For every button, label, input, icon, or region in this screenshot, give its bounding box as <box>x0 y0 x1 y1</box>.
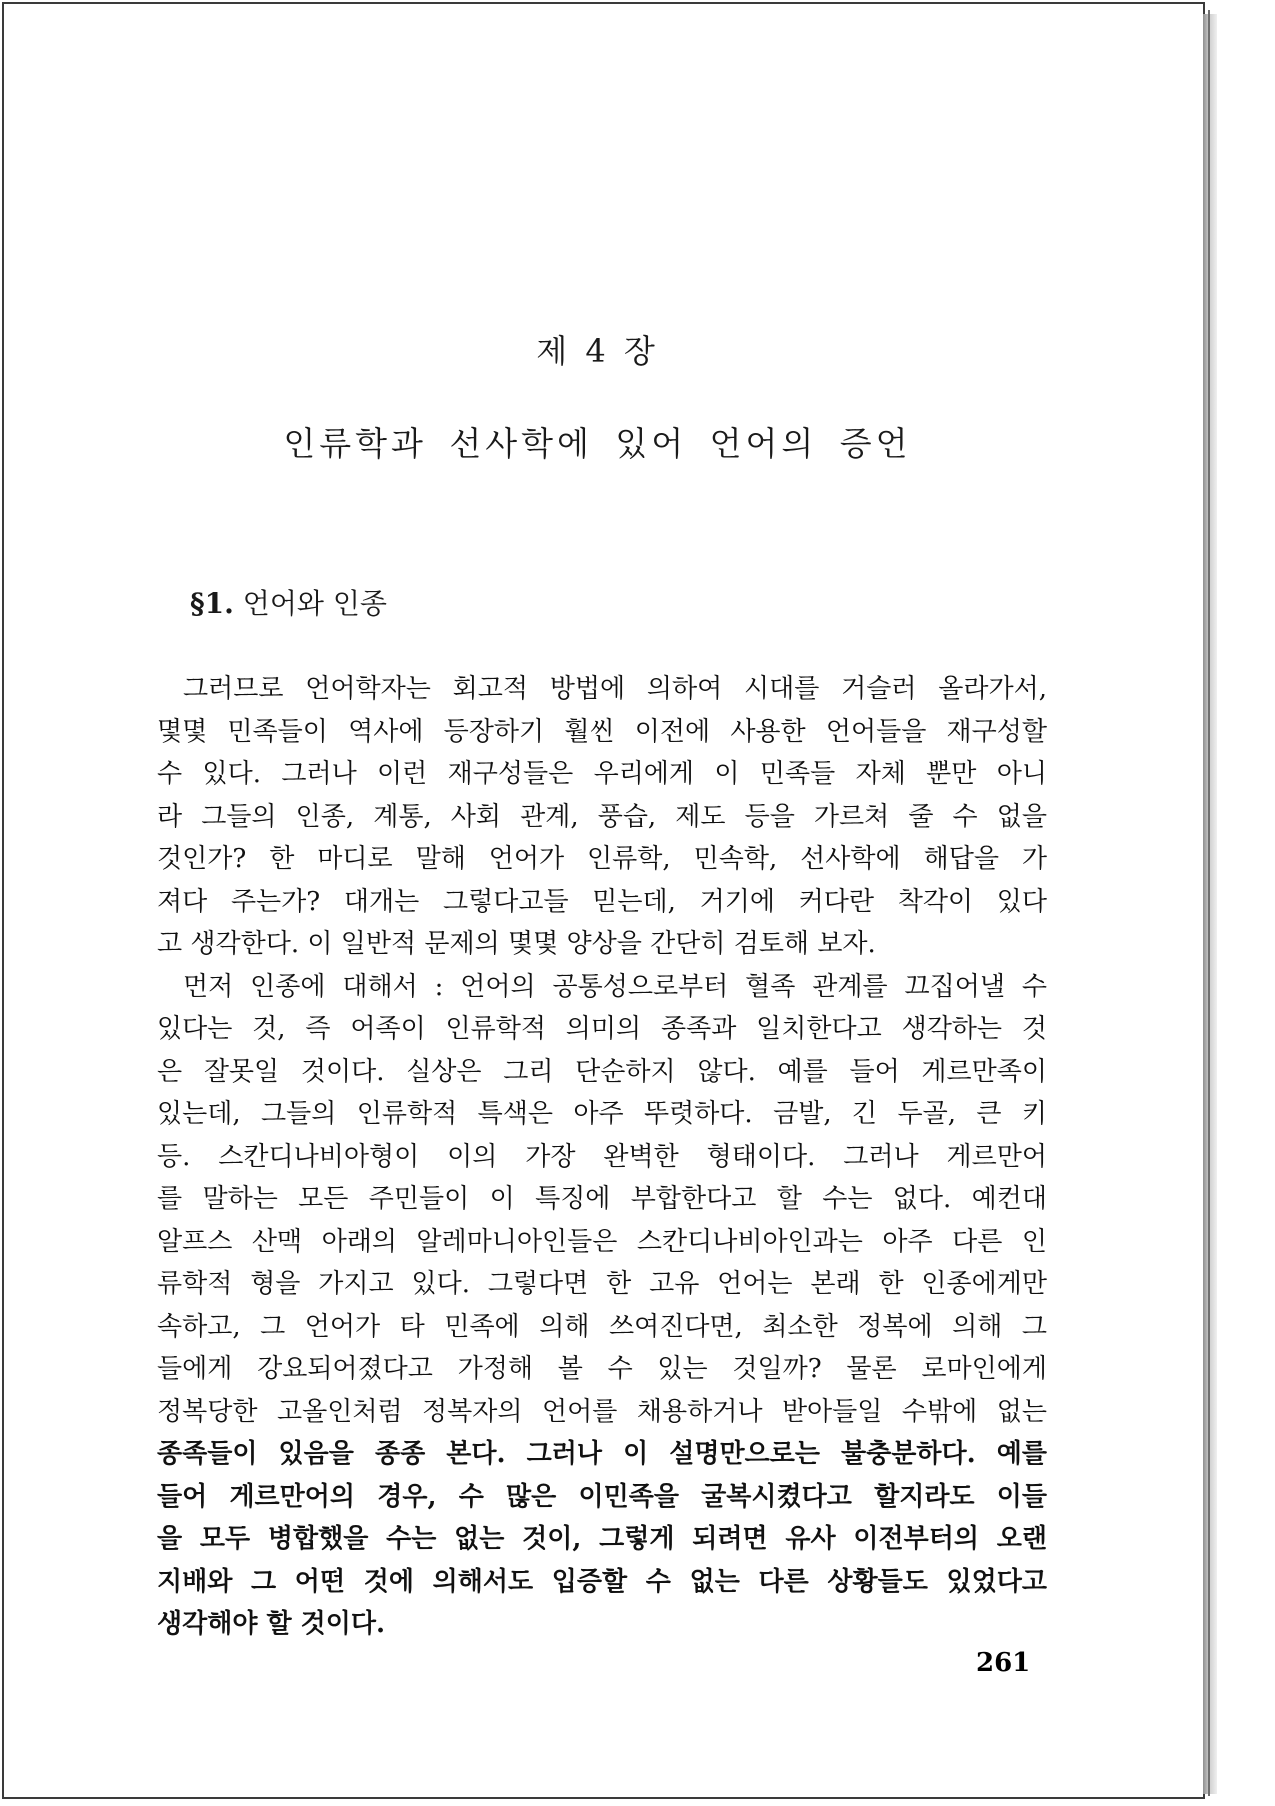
text-line: 알프스 산맥 아래의 알레마니아인들은 스칸디나비아인과는 아주 다른 인 <box>157 1226 1047 1257</box>
text-line: 생각해야 할 것이다. <box>157 1609 386 1639</box>
text-line: 라 그들의 인종, 계통, 사회 관계, 풍습, 제도 등을 가르쳐 줄 수 없을 <box>157 801 1047 832</box>
text-line: 먼저 인종에 대해서 : 언어의 공통성으로부터 혈족 관계를 끄집어낼 수 <box>183 971 1047 1002</box>
text-line: 고 생각한다. 이 일반적 문제의 몇몇 양상을 간단히 검토해 보자. <box>157 929 876 959</box>
page-number: 261 <box>976 1648 1031 1678</box>
chapter-number: 제 4 장 <box>536 332 659 370</box>
text-line: 지배와 그 어떤 것에 의해서도 입증할 수 없는 다른 상황들도 있었다고 <box>157 1566 1047 1597</box>
text-line: 을 모두 병합했을 수는 없는 것이, 그렇게 되려면 유사 이전부터의 오랜 <box>157 1524 1047 1554</box>
section-mark: §1. <box>190 587 234 620</box>
body-text <box>157 668 1047 1646</box>
text-line: 몇몇 민족들이 역사에 등장하기 훨씬 이전에 사용한 언어들을 재구성할 <box>157 716 1047 747</box>
text-line: 정복당한 고올인처럼 정복자의 언어를 채용하거나 받아들일 수밖에 없는 <box>157 1396 1047 1427</box>
text-line: 것인가? 한 마디로 말해 언어가 인류학, 민속학, 선사학에 해답을 가 <box>157 844 1047 874</box>
text-line: 등. 스칸디나비아형이 이의 가장 완벽한 형태이다. 그러나 게르만어 <box>157 1141 1047 1172</box>
text-line: 를 말하는 모든 주민들이 이 특징에 부합한다고 할 수는 없다. 예컨대 <box>157 1184 1047 1214</box>
text-line: 져다 주는가? 대개는 그렇다고들 믿는데, 거기에 커다란 착각이 있다 <box>157 886 1047 917</box>
page-edge-line <box>1208 10 1210 1796</box>
text-line: 속하고, 그 언어가 타 민족에 의해 쓰여진다면, 최소한 정복에 의해 그 <box>157 1311 1047 1342</box>
section-heading <box>190 582 387 622</box>
page-stack-edge <box>1203 14 1217 1794</box>
text-line: 그러므로 언어학자는 회고적 방법에 의하여 시대를 거슬러 올라가서, <box>183 674 1047 704</box>
section-title: 언어와 인종 <box>242 587 387 620</box>
text-line: 들어 게르만어의 경우, 수 많은 이민족을 굴복시켰다고 할지라도 이들 <box>157 1481 1047 1512</box>
text-line: 들에게 강요되어졌다고 가정해 볼 수 있는 것일까? 물론 로마인에게 <box>157 1354 1047 1384</box>
text-line: 있다는 것, 즉 어족이 인류학적 의미의 종족과 일치한다고 생각하는 것 <box>157 1014 1047 1044</box>
text-line: 종족들이 있음을 종종 본다. 그러나 이 설명만으로는 불충분하다. 예를 <box>157 1439 1047 1469</box>
text-line: 은 잘못일 것이다. 실상은 그리 단순하지 않다. 예를 들어 게르만족이 <box>157 1056 1047 1087</box>
chapter-title: 인류학과 선사학에 있어 언어의 증언 <box>283 424 912 463</box>
text-line: 류학적 형을 가지고 있다. 그렇다면 한 고유 언어는 본래 한 인종에게만 <box>157 1269 1047 1299</box>
text-line: 수 있다. 그러나 이런 재구성들은 우리에게 이 민족들 자체 뿐만 아니 <box>157 759 1047 789</box>
text-line: 있는데, 그들의 인류학적 특색은 아주 뚜렷하다. 금발, 긴 두골, 큰 키 <box>157 1099 1047 1129</box>
